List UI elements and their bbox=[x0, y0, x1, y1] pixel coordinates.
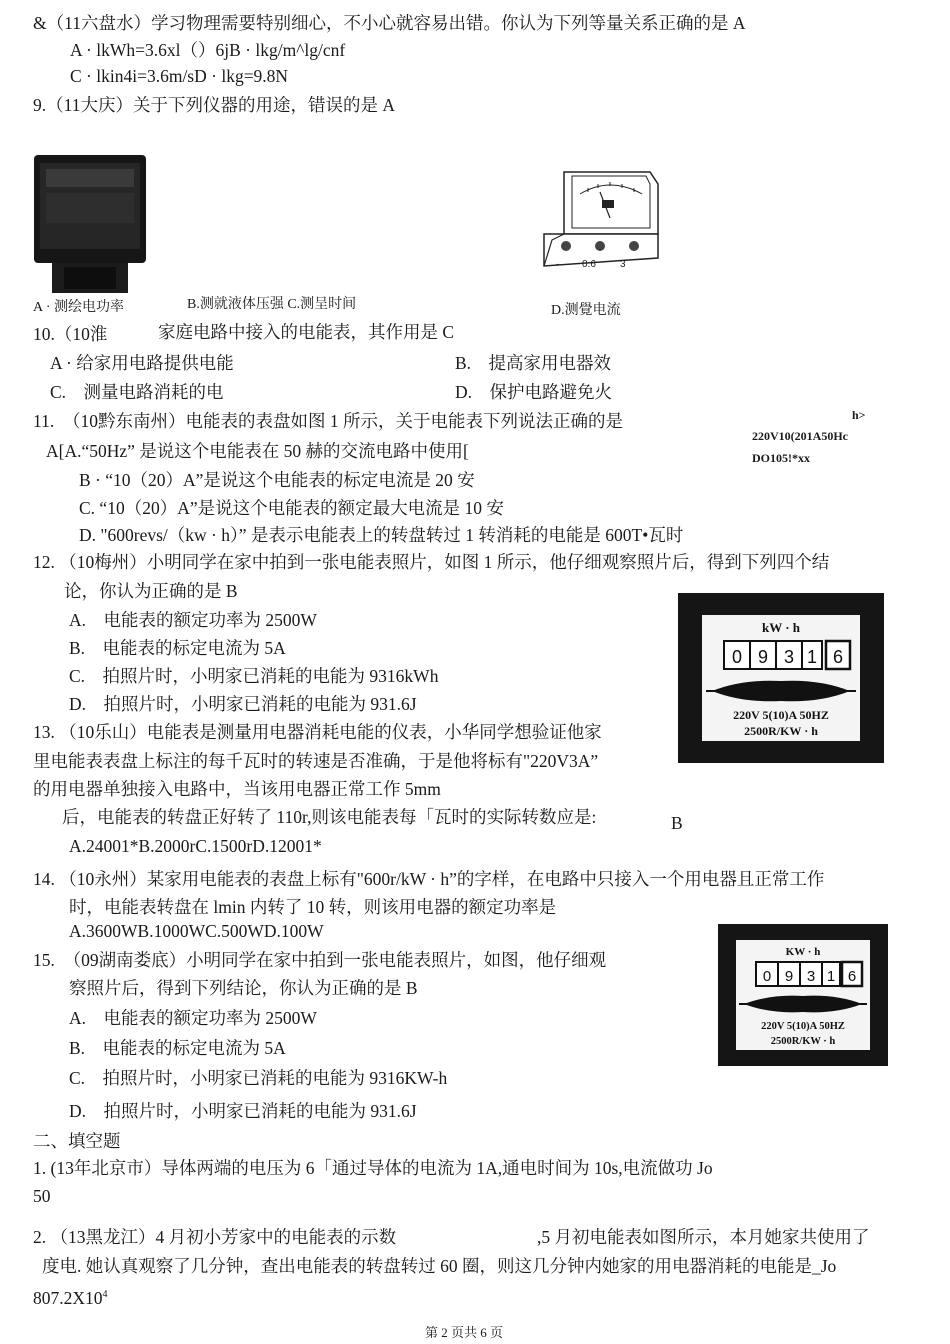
q12-option-b: B. 电能表的标定电流为 5A bbox=[69, 638, 286, 658]
meter2-digit-1: 0 bbox=[762, 968, 772, 985]
meter2-digit-5: 6 bbox=[847, 968, 857, 985]
q12-stem-2: 论，你认为正确的是 B bbox=[64, 581, 238, 601]
meter2-spec-voltage: 220V 5(10)A 50HZ bbox=[761, 1021, 845, 1032]
fill-2-stem-part-a: 2. （13黑龙江）4 月初小芳家中的电能表的示数 bbox=[33, 1227, 397, 1247]
q13-stem-4: 后，电能表的转盘正好转了 110r,则该电能表每「瓦时的实际转数应是: bbox=[62, 807, 597, 827]
q10-number: 10.（10淮 bbox=[33, 324, 108, 344]
q8-option-cd: C · lkin4i=3.6m/sD · lkg=9.8N bbox=[70, 66, 289, 86]
meter1-digit-3: 3 bbox=[783, 647, 795, 667]
meter2-digit-4: 1 bbox=[826, 968, 836, 985]
fill-1-stem: 1. (13年北京市）导体两端的电压为 6「通过导体的电流为 1A,通电时间为 10s,电流做功 Jo bbox=[33, 1158, 713, 1178]
q11-side-note-1: h> bbox=[852, 408, 866, 422]
q11-option-c: C. “10（20）A”是说这个电能表的额定最大电流是 10 安 bbox=[79, 498, 504, 518]
q8-stem: &（11六盘水）学习物理需要特别细心，不小心就容易出错。你认为下列等量关系正确的是 A bbox=[33, 13, 746, 33]
ammeter-3-label: 3 bbox=[620, 259, 626, 270]
q13-answer: B bbox=[671, 813, 683, 833]
q10-stem: 家庭电路中接入的电能表，其作用是 C bbox=[158, 322, 455, 342]
meter2-unit: KW · h bbox=[785, 946, 821, 958]
q13-stem-2: 里电能表表盘上标注的每千瓦时的转速是否准确，于是他将标有"220V3A” bbox=[33, 751, 599, 771]
q9-caption-a: A · 测绘电功率 bbox=[33, 300, 124, 315]
q9-caption-bc: B.测就液体压强 C.测呈时间 bbox=[187, 297, 357, 312]
q10-option-d: D. 保护电路避免火 bbox=[455, 382, 613, 402]
q12-option-a: A. 电能表的额定功率为 2500W bbox=[69, 610, 317, 630]
q12-option-d: D. 拍照片时，小明家已消耗的电能为 931.6J bbox=[69, 694, 417, 714]
fill-2-stem-2: 度电. 她认真观察了几分钟，查出电能表的转盘转过 60 圈，则这几分钟内她家的用电器消耗的电能是_Jo bbox=[42, 1256, 837, 1276]
q10-option-c: C. 测量电路消耗的电 bbox=[50, 382, 224, 402]
meter2-digit-2: 9 bbox=[784, 968, 794, 985]
q15-option-b: B. 电能表的标定电流为 5A bbox=[69, 1038, 286, 1058]
q11-option-d: D. "600revs/（kw · h）” 是表示电能表上的转盘转过 1 转消耗的电能是 600T•瓦时 bbox=[79, 525, 684, 545]
power-meter-photo bbox=[34, 155, 146, 295]
q15-option-d: D. 拍照片时，小明家已消耗的电能为 931.6J bbox=[69, 1101, 417, 1121]
q13-stem-3: 的用电器单独接入电路中，当该用电器正常工作 5mm bbox=[33, 779, 441, 799]
q15-option-a: A. 电能表的额定功率为 2500W bbox=[69, 1008, 317, 1028]
fill-2-answer-base: 807.2X10 bbox=[33, 1287, 103, 1308]
ammeter-minus-label: - bbox=[556, 259, 559, 269]
fill-2-answer bbox=[33, 1284, 108, 1309]
fill-2-stem-part-b: ,5 月初电能表如图所示，本月她家共使用了 bbox=[537, 1227, 870, 1247]
energy-meter-figure-2 bbox=[718, 924, 888, 1066]
meter1-digit-4: 1 bbox=[806, 647, 818, 667]
q14-options: A.3600WB.1000WC.500WD.100W bbox=[69, 921, 324, 941]
q13-options: A.24001*B.2000rC.1500rD.12001* bbox=[69, 836, 322, 856]
meter1-unit: kW · h bbox=[761, 620, 801, 635]
q15-stem-1: 15. （09湖南娄底）小明同学在家中拍到一张电能表照片，如图，他仔细观 bbox=[33, 950, 607, 970]
q9-stem: 9.（11大庆）关于下列仪器的用途，错误的是 A bbox=[33, 95, 395, 115]
q11-side-note-2: 220V10(201A50Hc bbox=[752, 429, 848, 443]
meter1-spec-voltage: 220V 5(10)A 50HZ bbox=[733, 708, 829, 722]
q11-option-a: A[A.“50Hz” 是说这个电能表在 50 赫的交流电路中使用[ bbox=[46, 441, 469, 461]
meter2-digit-3: 3 bbox=[806, 968, 816, 985]
fill-1-answer: 50 bbox=[33, 1186, 51, 1206]
q15-stem-2: 察照片后，得到下列结论，你认为正确的是 B bbox=[69, 978, 418, 998]
q14-stem-1: 14. （10永州）某家用电能表的表盘上标有"600r/kW · h”的字样，在电路中只接入一个用电器且正常工作 bbox=[33, 869, 825, 889]
section-2-heading: 二、填空题 bbox=[33, 1131, 121, 1151]
q10-option-a: A · 给家用电路提供电能 bbox=[50, 353, 234, 373]
ammeter-0.6-label: 0.6 bbox=[582, 259, 596, 270]
q11-side-note-3: DO105!*xx bbox=[752, 451, 810, 465]
q13-stem-1: 13. （10乐山）电能表是测量用电器消耗电能的仪表，小华同学想验证他家 bbox=[33, 722, 602, 742]
energy-meter-figure-1 bbox=[678, 593, 884, 763]
q8-option-ab: A · lkWh=3.6xl（）6jB · lkg/m^lg/cnf bbox=[70, 40, 346, 60]
q9-caption-d: D.测覺电流 bbox=[551, 303, 621, 318]
q10-option-b: B. 提高家用电器效 bbox=[455, 353, 612, 373]
meter2-spec-rev: 2500R/KW · h bbox=[770, 1036, 836, 1047]
meter1-spec-rev: 2500R/KW · h bbox=[744, 724, 818, 738]
q15-option-c: C. 拍照片时，小明家已消耗的电能为 9316KW-h bbox=[69, 1068, 448, 1088]
meter1-digit-5: 6 bbox=[832, 647, 844, 667]
q14-stem-2: 时，电能表转盘在 lmin 内转了 10 转，则该用电器的额定功率是 bbox=[69, 897, 557, 917]
fill-2-answer-exponent: 4 bbox=[102, 1289, 108, 1300]
meter1-digit-2: 9 bbox=[757, 647, 769, 667]
ammeter-drawing bbox=[538, 166, 663, 276]
q11-stem: 11. （10黔东南州）电能表的表盘如图 1 所示，关于电能表下列说法正确的是 bbox=[33, 411, 623, 431]
page-footer: 第 2 页共 6 页 bbox=[425, 1325, 504, 1340]
meter1-digit-1: 0 bbox=[731, 647, 743, 667]
q11-option-b: B · “10（20）A”是说这个电能表的标定电流是 20 安 bbox=[79, 470, 475, 490]
q12-option-c: C. 拍照片时，小明家已消耗的电能为 9316kWh bbox=[69, 666, 439, 686]
q12-stem-1: 12. （10梅州）小明同学在家中拍到一张电能表照片，如图 1 所示，他仔细观察照片后，得到下列四个结 bbox=[33, 552, 830, 572]
